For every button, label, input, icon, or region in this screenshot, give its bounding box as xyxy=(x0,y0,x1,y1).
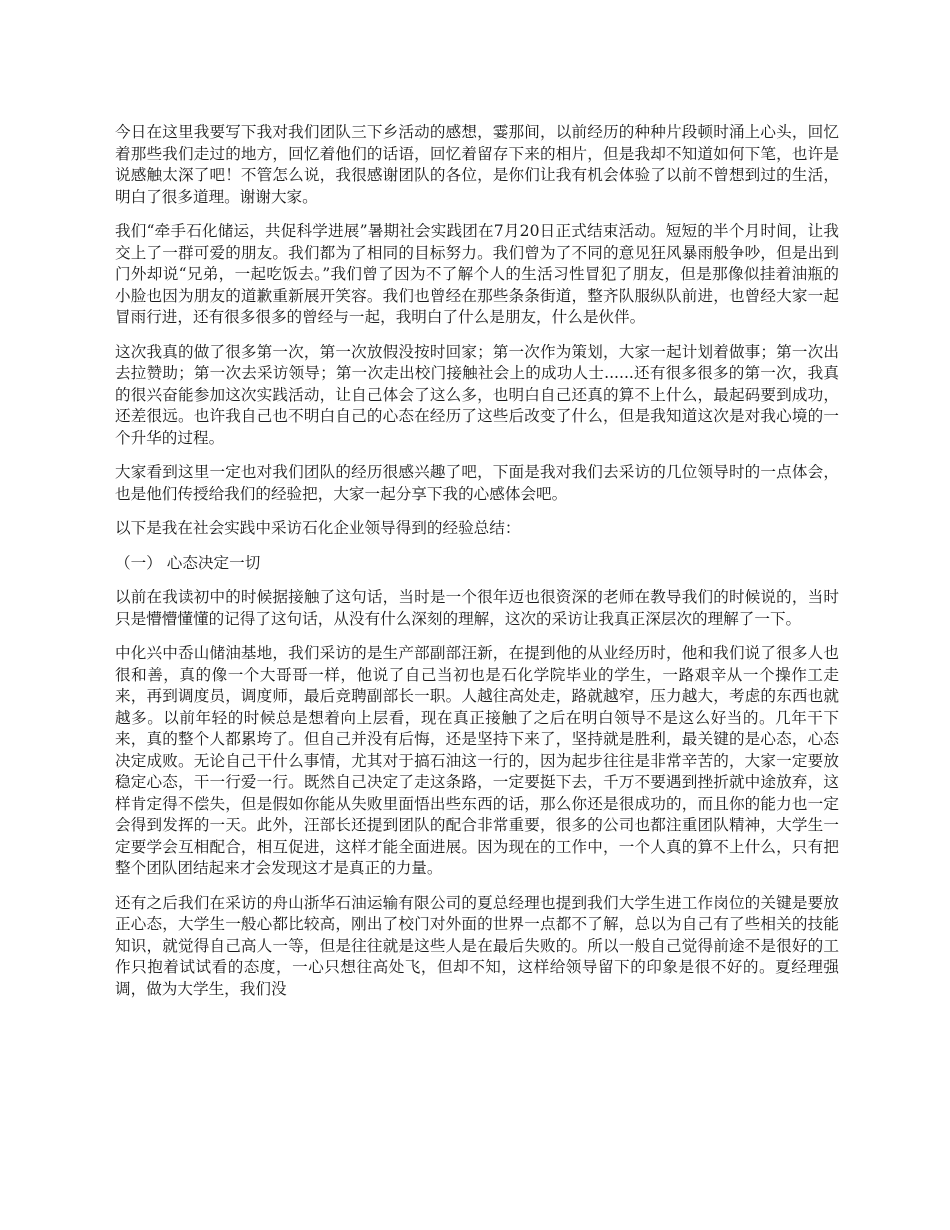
paragraph-intro: 今日在这里我要写下我对我们团队三下乡活动的感想，霎那间，以前经历的种种片段顿时涌上心头，回忆着那些我们走过的地方，回忆着他们的话语，回忆着留存下来的相片，但是我却不知道如何下笔，也许是说感触太深了吧！不管怎么说，我很感谢团队的各位，是你们让我有机会体验了以前不曾想到过的生活，明白了很多道理。谢谢大家。 xyxy=(115,123,839,206)
paragraph-interview-wang: 中化兴中岙山储油基地，我们采访的是生产部副部汪新，在提到他的从业经历时，他和我们说了很多人也很和善，真的像一个大哥哥一样，他说了自己当初也是石化学院毕业的学生，一路艰辛从一个操作工走来，再到调度员，调度师，最后竞聘副部长一职。人越往高处走，路就越窄，压力越大，考虑的东西也就越多。以前年轻的时候总是想着向上层看，现在真正接触了之后在明白领导不是这么好当的。几年干下来，真的整个人都累垮了。但自己并没有后悔，还是坚持下来了，坚持就是胜利，最关键的是心态，心态决定成败。无论自己干什么事情，尤其对于搞石油这一行的，因为起步往往是非常辛苦的，大家一定要放稳定心态，干一行爱一行。既然自己决定了走这条路，一定要挺下去，千万不要遇到挫折就中途放弃，这样肯定得不偿失，但是假如你能从失败里面悟出些东西的话，那么你还是很成功的，而且你的能力也一定会得到发挥的一天。此外，汪部长还提到团队的配合非常重要，很多的公司也都注重团队精神，大学生一定要学会互相配合，相互促进，这样才能全面进展。因为现在的工作中，一个人真的算不上什么，只有把整个团队团结起来才会发现这才是真正的力量。 xyxy=(115,644,839,877)
section-heading: （一） 心态决定一切 xyxy=(115,553,261,572)
paragraph-first-times: 这次我真的做了很多第一次，第一次放假没按时回家；第一次作为策划，大家一起计划着做事；第一次出去拉赞助；第一次去采访领导；第一次走出校门接触社会上的成功人士......还有很多很多的第一次，我真的很兴奋能参加这次实践活动，让自己体会了这么多，也明白自己还真的算不上什么，最起码要到成功，还差很远。也许我自己也不明白自己的心态在经历了这些后改变了什么，但是我知道这次是对我心境的一个升华的过程。 xyxy=(115,342,839,447)
paragraph-interest: 大家看到这里一定也对我们团队的经历很感兴趣了吧，下面是我对我们去采访的几位领导时的一点体会，也是他们传授给我们的经验把，大家一起分享下我的心感体会吧。 xyxy=(115,463,839,503)
paragraph-interview-xia: 还有之后我们在采访的舟山浙华石油运输有限公司的夏总经理也提到我们大学生进工作岗位的关键是要放正心态，大学生一般心都比较高，刚出了校门对外面的世界一点都不了解，总以为自己有了些相关的技能知识，就觉得自己高人一等，但是往往就是这些人是在最后失败的。所以一般自己觉得前途不是很好的工作只抱着试试看的态度，一心只想往高处飞，但却不知，这样给领导留下的印象是很不好的。夏经理强调，做为大学生，我们没 xyxy=(115,893,839,998)
paragraph-practice-team: 我们“牵手石化储运，共促科学进展”暑期社会实践团在7月20日正式结束活动。短短的半个月时间，让我交上了一群可爱的朋友。我们都为了相同的目标努力。我们曾为了不同的意见狂风暴雨般争吵，但是出到门外却说“兄弟，一起吃饭去。”我们曾了因为不了解个人的生活习性冒犯了朋友，但是那像似挂着油瓶的小脸也因为朋友的道歉重新展开笑容。我们也曾经在那些条条街道，整齐队服纵队前进，也曾经大家一起冒雨行进，还有很多很多的曾经与一起，我明白了什么是朋友，什么是伙伴。 xyxy=(115,222,839,326)
document-page xyxy=(115,122,839,1013)
paragraph-middle-school: 以前在我读初中的时候据接触了这句话，当时是一个很年迈也很资深的老师在教导我们的时候说的，当时只是懵懵懂懂的记得了这句话，从没有什么深刻的理解，这次的采访让我真正深层次的理解了一下。 xyxy=(115,588,839,628)
paragraph-summary-intro: 以下是我在社会实践中采访石化企业领导得到的经验总结： xyxy=(115,519,521,537)
